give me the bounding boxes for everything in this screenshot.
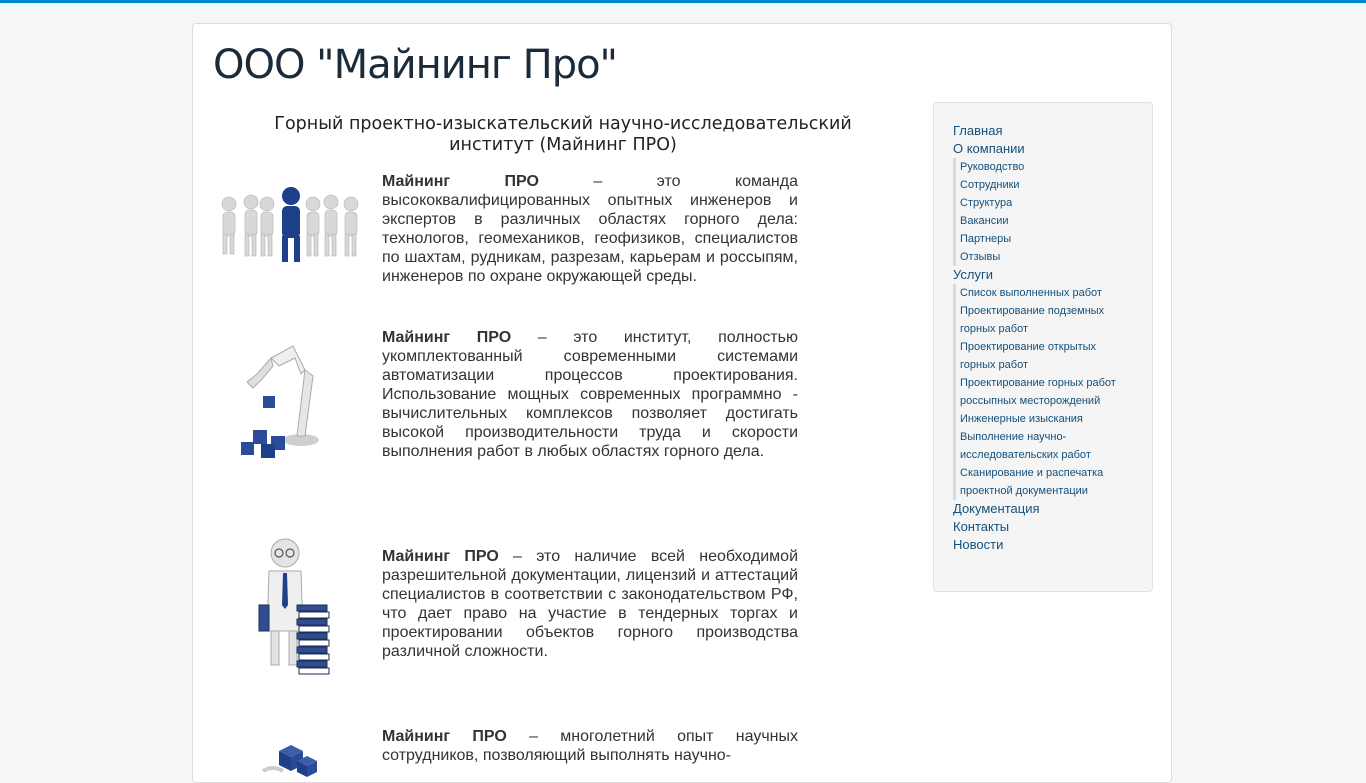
block-text xyxy=(382,727,798,765)
block-text xyxy=(382,172,798,286)
block-text xyxy=(382,547,798,661)
page-container xyxy=(192,23,1172,783)
sidebar-link-contacts[interactable]: Контакты xyxy=(953,519,1010,534)
sidebar-item-structure[interactable]: Структура xyxy=(960,197,1013,209)
sidebar-item-completed-works[interactable]: Список выполненных работ xyxy=(960,287,1102,299)
sidebar-menu xyxy=(953,122,1133,554)
sidebar-link-services[interactable]: Услуги xyxy=(953,267,993,282)
robot-arm-icon xyxy=(213,336,373,460)
sidebar-item-research-works-cont[interactable]: исследовательских работ xyxy=(960,449,1091,461)
company-name: Майнинг ПРО xyxy=(382,173,539,190)
sidebar-item-vacancies[interactable]: Вакансии xyxy=(960,215,1009,227)
sidebar-item-partners[interactable]: Партнеры xyxy=(960,233,1012,245)
sidebar-item-scanning[interactable]: Сканирование и распечатка xyxy=(960,467,1104,479)
block-description: – это институт, полностью укомплектованный современными системами автоматизации процессов проектирования. Использование мощных современных программно - вычислительных комплексов позволяет достигать высокой производительности труда и скорости выполнения работ в любых областях горного дела. xyxy=(382,329,799,460)
site-title[interactable]: ООО "Майнинг Про" xyxy=(213,42,617,88)
sidebar-link-news[interactable]: Новости xyxy=(953,537,1004,552)
sidebar-link-about[interactable]: О компании xyxy=(953,141,1025,156)
sidebar-link-documents[interactable]: Документация xyxy=(953,501,1040,516)
block-description: – это наличие всей необходимой разрешительной документации, лицензий и аттестаций специалистов в соответствии с законодательством РФ, что дает право на участие в тендерных торгах и проектировании объектов горного производства различной сложности. xyxy=(382,548,799,660)
sidebar-item-staff[interactable]: Сотрудники xyxy=(960,179,1020,191)
person-with-books-icon xyxy=(213,535,373,681)
sidebar-item-about[interactable] xyxy=(953,140,1133,266)
block-text xyxy=(382,328,798,461)
sidebar-item-underground-design[interactable]: Проектирование подземных xyxy=(960,305,1105,317)
sidebar-item-placer-design-cont[interactable]: россыпных месторождений xyxy=(960,395,1101,407)
sidebar-item-underground-design-cont[interactable]: горных работ xyxy=(960,323,1028,335)
blue-cubes-icon xyxy=(213,741,373,781)
sidebar-item-placer-design[interactable]: Проектирование горных работ xyxy=(960,377,1116,389)
sidebar-item-open-pit-design-cont[interactable]: горных работ xyxy=(960,359,1028,371)
sidebar-item-services[interactable] xyxy=(953,266,1133,500)
company-name: Майнинг ПРО xyxy=(382,548,499,565)
company-name: Майнинг ПРО xyxy=(382,329,512,346)
sidebar-item-research-works[interactable]: Выполнение научно- xyxy=(960,431,1067,443)
block-description: – многолетний опыт научных сотрудников, позволяющий выполнять научно- xyxy=(382,728,799,764)
sidebar-item-reviews[interactable]: Отзывы xyxy=(960,251,1001,263)
company-name: Майнинг ПРО xyxy=(382,728,507,745)
sidebar-item-engineering-surveys[interactable]: Инженерные изыскания xyxy=(960,413,1083,425)
sidebar-item-open-pit-design[interactable]: Проектирование открытых xyxy=(960,341,1097,353)
page-heading: Горный проектно-изыскательский научно-исследовательский институт (Майнинг ПРО) xyxy=(274,114,852,155)
sidebar-link-home[interactable]: Главная xyxy=(953,123,1003,138)
sidebar-item-documents[interactable] xyxy=(953,500,1133,518)
sidebar-item-news[interactable] xyxy=(953,536,1133,554)
sidebar-item-home[interactable] xyxy=(953,122,1133,140)
sidebar-item-contacts[interactable] xyxy=(953,518,1133,536)
block-description: – это команда высококвалифицированных опытных инженеров и экспертов в различных областях горного дела: технологов, геомехаников, геофизиков, специалистов по шахтам, рудникам, разрезам, карьерам и россыпям, инженеров по охране окружающей среды. xyxy=(382,173,799,285)
sidebar-item-scanning-cont[interactable]: проектной документации xyxy=(960,485,1088,497)
sidebar-nav xyxy=(933,102,1153,592)
sidebar-submenu-about xyxy=(953,158,1133,266)
sidebar-item-management[interactable]: Руководство xyxy=(960,161,1025,173)
team-people-icon xyxy=(213,184,373,264)
sidebar-submenu-services xyxy=(953,284,1133,500)
